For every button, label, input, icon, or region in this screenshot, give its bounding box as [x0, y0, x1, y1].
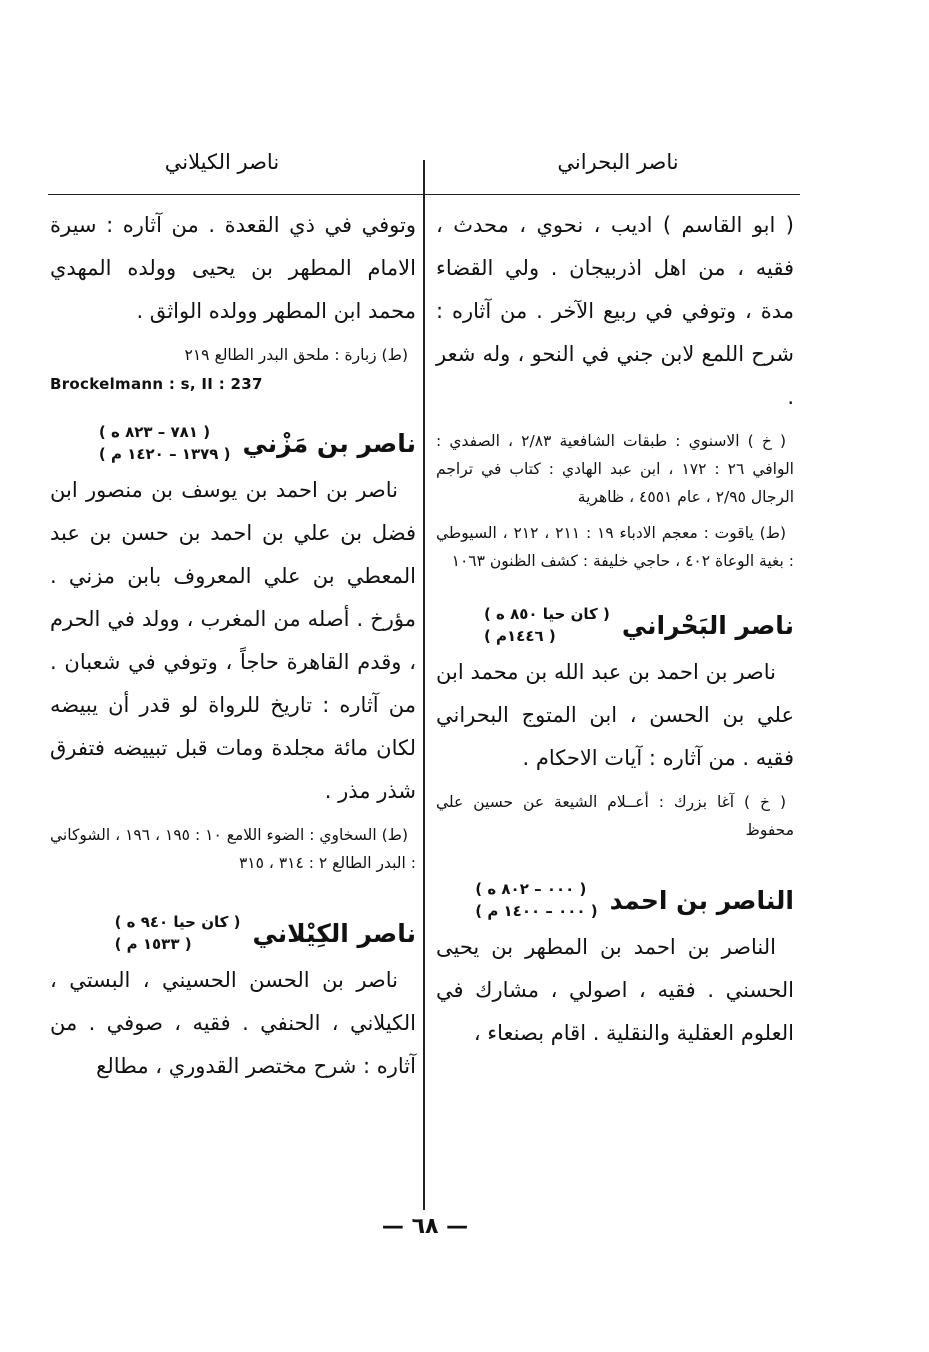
- date-gregorian: ( ١٣٧٩ – ١٤٢٠ م ): [98, 445, 231, 463]
- reference-kh: ( خ ) الاسنوي : طبقات الشافعية ٢/٨٣ ، الصفدي : الوافي ٢٦ : ١٧٢ ، ابن عبد الهادي : كتاب في تراجم الرجال ٢/٩٥ ، عام ٤٥٥١ ، ظاهرية: [436, 432, 794, 506]
- column-divider: [423, 160, 425, 1210]
- left-column: [50, 204, 416, 1088]
- entry-text: الناصر بن احمد بن المطهر بن يحيى الحسني . فقيه ، اصولي ، مشارك في العلوم العقلية والنقلية . اقام بصنعاء ،: [436, 935, 794, 1045]
- entry-text: ناصر بن الحسن الحسيني ، البستي ، الكيلاني ، الحنفي . فقيه ، صوفي . من آثاره : شرح مختصر القدوري ، مطالع: [50, 968, 416, 1078]
- entry-reference: ( خ ) آغا بزرك : أعــلام الشيعة عن حسين علي محفوظ: [436, 793, 794, 839]
- reference-latin: Brockelmann : s, II : 237: [50, 375, 263, 393]
- entry-dates: [484, 603, 610, 647]
- reference-t: (ط) زبارة : ملحق البدر الطالع ٢١٩: [184, 346, 408, 364]
- entry-title: ناصر بن مَزْني: [242, 428, 416, 458]
- date-gregorian: ( ٠٠٠ – ١٤٠٠ م ): [475, 902, 598, 920]
- reference-t: (ط) ياقوت : معجم الادباء ١٩ : ٢١١ ، ٢١٢ ، السيوطي : بغية الوعاة ٤٠٢ ، حاجي خليفة : كشف الظنون ١٠٦٣: [436, 524, 794, 570]
- entry-heading: [50, 421, 416, 465]
- entry-dates: [475, 878, 597, 922]
- date-gregorian: ( ١٤٤٦م ): [483, 627, 556, 645]
- date-gregorian: ( ١٥٣٣ م ): [114, 935, 192, 953]
- entry-title: الناصر بن احمد: [609, 885, 794, 915]
- entry-text: ناصر بن احمد بن يوسف بن منصور ابن فضل بن علي بن احمد بن حسن بن عبد المعطي بن علي المعروف بابن مزني . مؤرخ . أصله من المغرب ، وولد في الحرم ، وقدم القاهرة حاجاً ، وتوفي في شعبان . من آثاره : تاريخ للرواة لو قدر أن يبيضه لكان مائة مجلدة ومات قبل تبييضه فتفرق شذر مذر .: [50, 478, 416, 803]
- entry-text: ناصر بن احمد بن عبد الله بن محمد ابن علي بن الحسن ، ابن المتوج البحراني فقيه . من آثاره : آيات الاحكام .: [436, 660, 794, 770]
- entry-heading: [436, 878, 794, 922]
- entry-heading: [436, 603, 794, 647]
- right-column-header: ناصر البحراني: [557, 150, 679, 174]
- entry-heading: [50, 911, 416, 955]
- date-hijri: ( كان حيا ٨٥٠ ه ): [483, 605, 610, 623]
- entry-reference: (ط) السخاوي : الضوء اللامع ١٠ : ١٩٥ ، ١٩٦ ، الشوكاني : البدر الطالع ٢ : ٣١٤ ، ٣١٥: [50, 826, 416, 872]
- continued-entry-text: وتوفي في ذي القعدة . من آثاره : سيرة الامام المطهر بن يحيى وولده المهدي محمد ابن المطهر وولده الواثق .: [50, 213, 416, 323]
- date-hijri: ( ٧٨١ – ٨٢٣ ه ): [98, 423, 211, 441]
- entry-dates: [99, 421, 231, 465]
- date-hijri: ( ٠٠٠ – ٨٠٢ ه ): [475, 880, 587, 898]
- entry-dates: [115, 911, 241, 955]
- left-column-header: ناصر الكيلاني: [164, 150, 280, 174]
- entry-title: ناصر البَحْراني: [621, 610, 794, 640]
- continued-entry-text: ( ابو القاسم ) اديب ، نحوي ، محدث ، فقيه ، من اهل اذربيجان . ولي القضاء مدة ، وتوفي في ربيع الآخر . من آثاره : شرح اللمع لابن جني في النحو ، وله شعر .: [436, 213, 794, 409]
- entry-title: ناصر الكِيْلاني: [252, 918, 416, 948]
- right-column: [436, 204, 794, 1055]
- page-number: — ٦٨ —: [381, 1214, 469, 1239]
- date-hijri: ( كان حيا ٩٤٠ ه ): [114, 913, 241, 931]
